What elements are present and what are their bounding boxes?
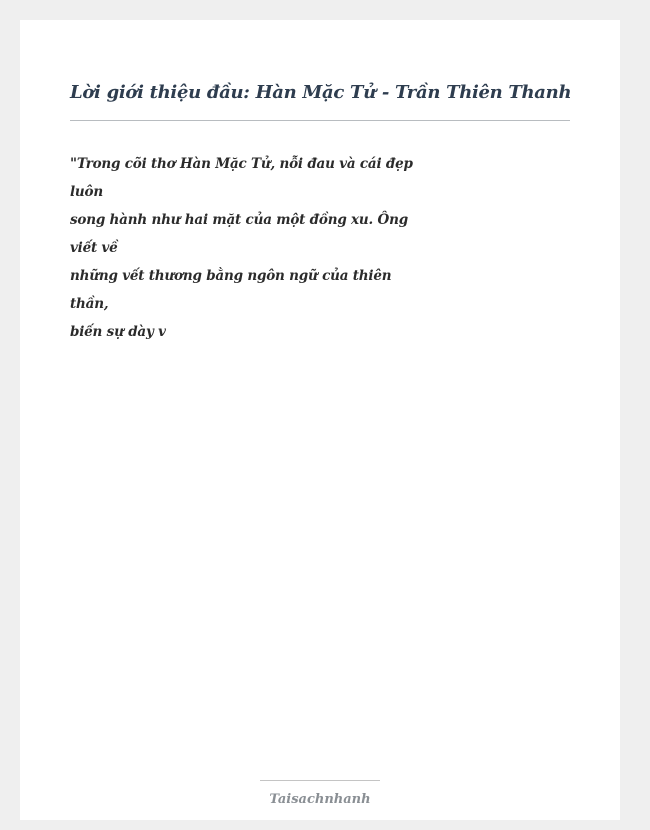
footer-divider xyxy=(260,780,380,781)
title-divider xyxy=(70,120,570,121)
document-page xyxy=(20,20,620,820)
body-line: biến sự dày v xyxy=(70,324,166,340)
footer-brand: Taisachnhanh xyxy=(269,792,371,807)
body-line: viết về xyxy=(70,240,118,256)
body-line: luôn xyxy=(70,184,103,200)
body-text xyxy=(70,150,413,346)
body-line: thần, xyxy=(70,296,109,312)
body-line: những vết thương bằng ngôn ngữ của thiên xyxy=(70,268,392,284)
body-line: "Trong cõi thơ Hàn Mặc Tử, nỗi đau và cái đẹp xyxy=(70,156,413,172)
body-line: song hành như hai mặt của một đồng xu. Ông xyxy=(70,212,408,228)
page-title: Lời giới thiệu đầu: Hàn Mặc Tử - Trần Thiên Thanh xyxy=(70,82,572,103)
